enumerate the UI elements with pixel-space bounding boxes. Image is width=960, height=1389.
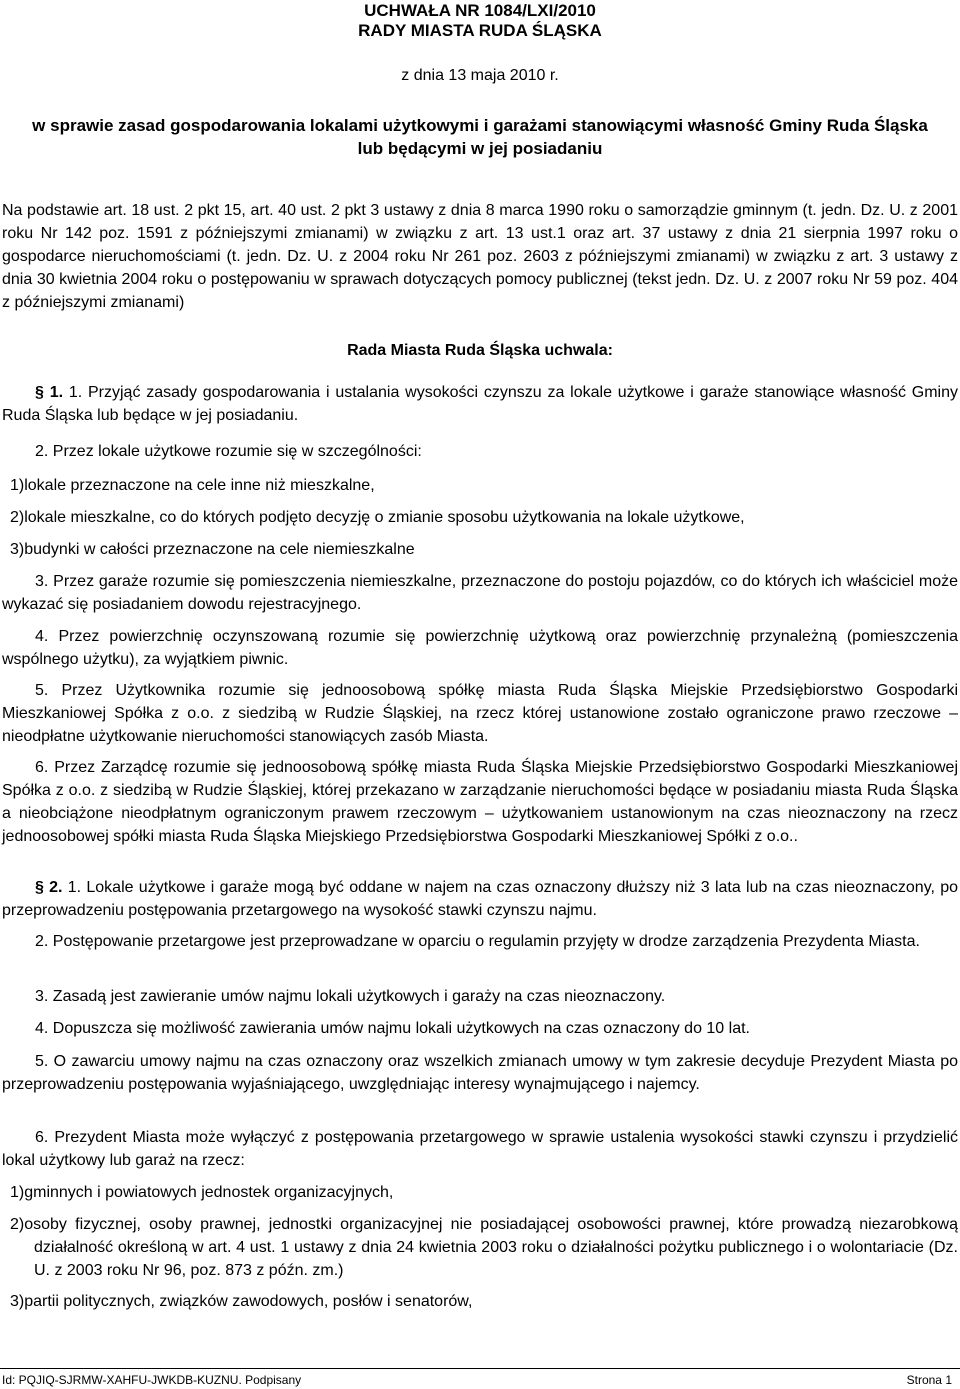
resolution-number: UCHWAŁA NR 1084/LXI/2010 — [364, 1, 596, 20]
s2-p4: 4. Dopuszcza się możliwość zawierania umów najmu lokali użytkowych na czas oznaczony do 10 lat. — [35, 1020, 750, 1037]
footer-divider — [0, 1368, 960, 1369]
s2-p6: 6. Prezydent Miasta może wyłączyć z postępowania przetargowego w sprawie ustalenia wysokości stawki czynszu i przydzielić lokal użytkowy lub garaż na rzecz: — [2, 1129, 958, 1169]
resolution-topic: w sprawie zasad gospodarowania lokalami użytkowymi i garażami stanowiącymi własność Gminy Ruda Śląska lub będącymi w jej posiadaniu — [32, 116, 928, 158]
s1-p2: 2. Przez lokale użytkowe rozumie się w szczególności: — [35, 443, 422, 460]
s2-mark: § 2. — [35, 879, 63, 896]
s1-p1: 1. Przyjąć zasady gospodarowania i ustalania wysokości czynszu za lokale użytkowe i garaże stanowiące własność Gminy Ruda Śląska lub będące w jej posiadaniu. — [2, 384, 959, 424]
s2-item-1: 1)gminnych i powiatowych jednostek organizacyjnych, — [10, 1184, 394, 1201]
s2-p1: 1. Lokale użytkowe i garaże mogą być oddane w najem na czas oznaczony dłuższy niż 3 lata lub na czas nieoznaczony, po przeprowadzeniu postępowania przetargowego na wysokość stawki czynszu najmu. — [2, 879, 959, 919]
footer-document-id: Id: PQJIQ-SJRMW-XAHFU-JWKDB-KUZNU. Podpisany — [2, 1373, 302, 1387]
s1-p5: 5. Przez Użytkownika rozumie się jednoosobową spółkę miasta Ruda Śląska Miejskie Przedsiębiorstwo Gospodarki Mieszkaniowej Spółka z o.o. z siedzibą w Rudzie Śląskiej, na rzecz której ustanowione zostało ograniczone prawo rzeczowe – nieodpłatne użytkowanie nieruchomości stanowiących zasób Miasta. — [2, 682, 958, 745]
s2-p1-paragraph — [2, 876, 958, 922]
s2-item-3: 3)partii politycznych, związków zawodowych, posłów i senatorów, — [10, 1293, 473, 1310]
s1-item-3: 3)budynki w całości przeznaczone na cele niemieszkalne — [10, 541, 415, 558]
s2-item-2: 2)osoby fizycznej, osoby prawnej, jednostki organizacyjnej nie posiadającej osobowości prawnej, które prowadzą niezarobkową działalność określoną w art. 4 ust. 1 ustawy z dnia 24 kwietnia 2003 roku o działalności pożytku publicznego i o wolontariacie (Dz. U. z 2003 roku Nr 96, poz. 873 z późn. zm.) — [10, 1216, 958, 1279]
s1-p4: 4. Przez powierzchnię oczynszowaną rozumie się powierzchnię użytkową oraz powierzchnię przynależną (pomieszczenia wspólnego użytku), za wyjątkiem piwnic. — [2, 628, 958, 668]
resolves-heading: Rada Miasta Ruda Śląska uchwala: — [347, 342, 613, 359]
preamble: Na podstawie art. 18 ust. 2 pkt 15, art. 40 ust. 2 pkt 3 ustawy z dnia 8 marca 1990 roku o samorządzie gminnym (t. jedn. Dz. U. z 2001 roku Nr 142 poz. 1591 z późniejszymi zmianami) w związku z art. 13 ust.1 oraz art. 37 ustawy z dnia 21 sierpnia 1997 roku o gospodarce nieruchomościami (t. jedn. Dz. U. z 2004 roku Nr 261 poz. 2603 z późniejszymi zmianami) w związku z art. 3 ustawy z dnia 30 kwietnia 2004 roku o postępowaniu w sprawach dotyczących pomocy publicznej (tekst jedn. Dz. U. z 2007 roku Nr 59 poz. 404 z późniejszymi zmianami) — [2, 202, 958, 311]
s2-p5: 5. O zawarciu umowy najmu na czas oznaczony oraz wszelkich zmianach umowy w tym zakresie decyduje Prezydent Miasta po przeprowadzeniu postępowania wyjaśniającego, uwzględniając interesy wynajmującego i najemcy. — [2, 1053, 958, 1093]
s2-p3: 3. Zasadą jest zawieranie umów najmu lokali użytkowych i garaży na czas nieoznaczony. — [35, 988, 666, 1005]
s1-p6: 6. Przez Zarządcę rozumie się jednoosobową spółkę miasta Ruda Śląska Miejskie Przedsiębiorstwo Gospodarki Mieszkaniowej Spółka z o.o. z siedzibą w Rudzie Śląskiej, której przekazano w zarządzanie nieruchomości będące w posiadaniu miasta Ruda Śląska a nieobciążone nieodpłatnym ograniczonym prawem rzeczowym – użytkowaniem ustanowionym na czas nieoznaczony na rzecz jednoosobowej spółki miasta Ruda Śląska Miejskiego Przedsiębiorstwa Gospodarki Mieszkaniowej Spółki z o.o.. — [2, 759, 958, 845]
resolution-date: z dnia 13 maja 2010 r. — [401, 67, 559, 84]
footer-page-number: Strona 1 — [906, 1373, 952, 1387]
s1-p1-paragraph — [2, 381, 958, 427]
s1-p3: 3. Przez garaże rozumie się pomieszczenia niemieszkalne, przeznaczone do postoju pojazdów, co do których ich właściciel może wykazać się posiadaniem dowodu rejestracyjnego. — [2, 573, 958, 613]
council-name: RADY MIASTA RUDA ŚLĄSKA — [358, 21, 602, 40]
s1-mark: § 1. — [35, 384, 64, 401]
s2-p2: 2. Postępowanie przetargowe jest przeprowadzane w oparciu o regulamin przyjęty w drodze zarządzenia Prezydenta Miasta. — [35, 933, 920, 950]
s1-item-1: 1)lokale przeznaczone na cele inne niż mieszkalne, — [10, 477, 375, 494]
s1-item-2: 2)lokale mieszkalne, co do których podjęto decyzję o zmianie sposobu użytkowania na lokale użytkowe, — [10, 509, 745, 526]
